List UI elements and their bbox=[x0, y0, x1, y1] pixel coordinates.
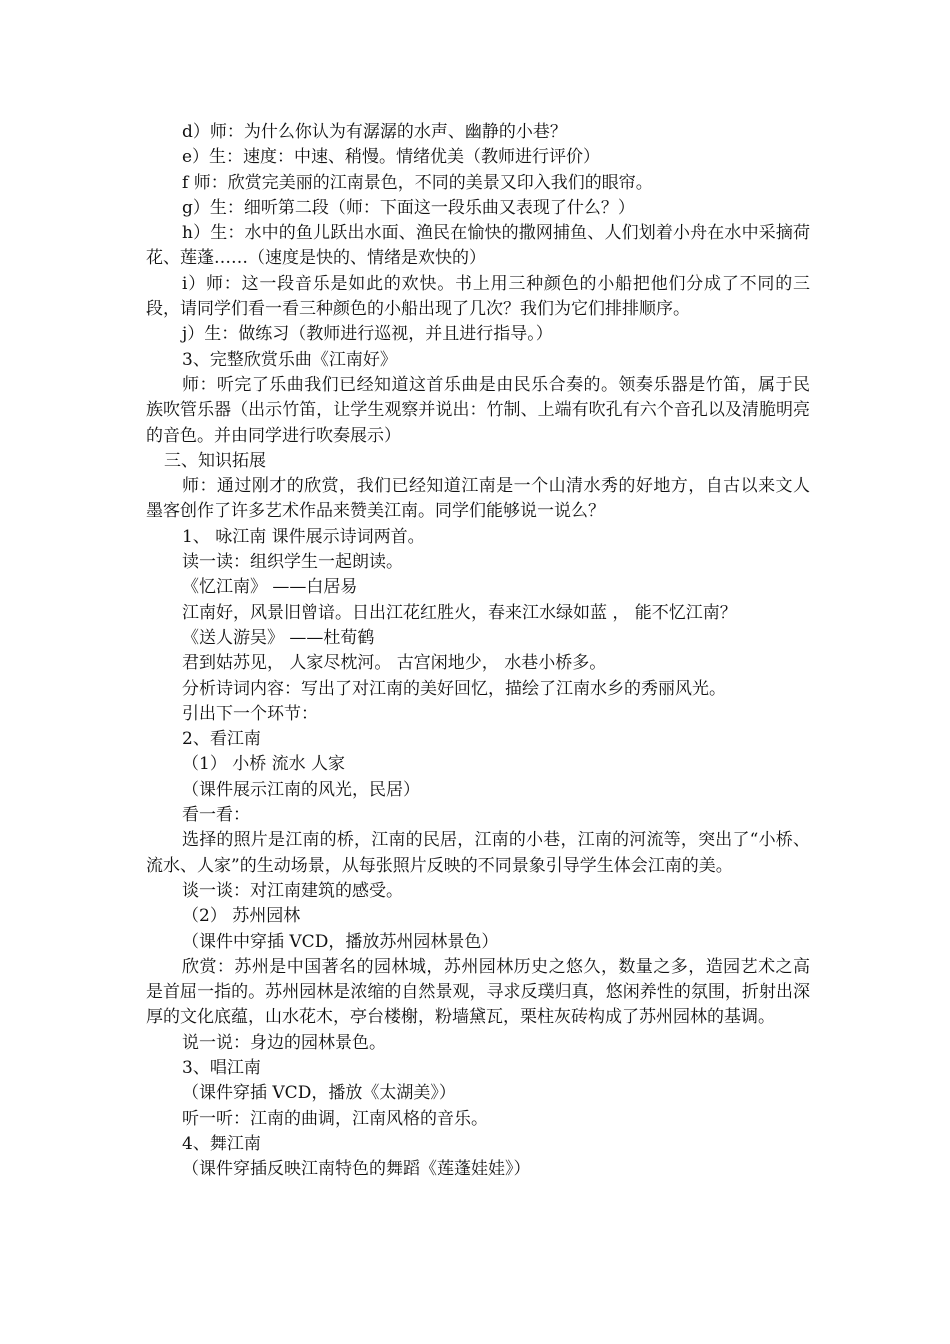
poem-title-1: 《忆江南》 ——白居易 bbox=[182, 577, 358, 598]
paragraph-next-step: 引出下一个环节： bbox=[182, 703, 318, 724]
poem-text-1: 江南好，风景旧曾谙。日出江花红胜火，春来江水绿如蓝 ， 能不忆江南？ bbox=[182, 602, 737, 623]
subheading-dance-jiangnan: 4、舞江南 bbox=[182, 1133, 261, 1154]
paragraph-i: i）师：这一段音乐是如此的欢快。书上用三种颜色的小船把他们分成了不同的三段，请同学们看一看三种颜色的小船出现了几次？我们为它们排排顺序。 bbox=[146, 273, 810, 320]
section-heading-knowledge: 三、知识拓展 bbox=[164, 450, 266, 471]
paragraph-read: 读一读：组织学生一起朗读。 bbox=[182, 552, 403, 573]
paragraph-j: j）生：做练习（教师进行巡视，并且进行指导。） bbox=[182, 324, 553, 345]
document-body bbox=[146, 120, 810, 1182]
paragraph-vcd-gardens: （课件中穿插 VCD，播放苏州园林景色） bbox=[182, 931, 499, 952]
paragraph-look: 看一看： bbox=[182, 805, 250, 826]
paragraph-dance: （课件穿插反映江南特色的舞蹈《莲蓬娃娃》） bbox=[182, 1159, 531, 1180]
paragraph-h: h）生：水中的鱼儿跃出水面、渔民在愉快的撒网捕鱼、人们划着小舟在水中采摘荷花、莲蓬……（速度是快的、情绪是欢快的） bbox=[146, 223, 810, 269]
paragraph-vcd-taihu: （课件穿插 VCD，播放《太湖美》） bbox=[182, 1083, 456, 1104]
poem-title-2: 《送人游吴》 ——杜荀鹤 bbox=[182, 627, 375, 648]
paragraph-say: 说一说：身边的园林景色。 bbox=[182, 1032, 386, 1053]
paragraph-f: f 师：欣赏完美丽的江南景色，不同的美景又印入我们的眼帘。 bbox=[182, 172, 653, 193]
poem-text-2: 君到姑苏见， 人家尽枕河。 古宫闲地少， 水巷小桥多。 bbox=[182, 653, 607, 674]
subheading-bridge-water: （1） 小桥 流水 人家 bbox=[182, 754, 346, 775]
section-heading-3: 3、完整欣赏乐曲《江南好》 bbox=[182, 349, 397, 370]
paragraph-g: g）生：细听第二段（师：下面这一段乐曲又表现了什么？） bbox=[182, 197, 635, 218]
subheading-suzhou-gardens: （2） 苏州园林 bbox=[182, 906, 301, 927]
paragraph-courseware-scenery: （课件展示江南的风光，民居） bbox=[182, 779, 420, 800]
paragraph-e: e）生：速度：中速、稍慢。情绪优美（教师进行评价） bbox=[182, 147, 601, 168]
subheading-yong-jiangnan: 1、 咏江南 课件展示诗词两首。 bbox=[182, 526, 425, 547]
paragraph-d: d）师：为什么你认为有潺潺的水声、幽静的小巷？ bbox=[182, 122, 567, 142]
paragraph-appreciate-suzhou: 欣赏：苏州是中国著名的园林城，苏州园林历史之悠久，数量之多，造园艺术之高是首屈一指的。苏州园林是浓缩的自然景观，寻求反璞归真，悠闲养性的氛围，折射出深厚的文化底蕴，山水花木，亭台楼榭，粉墙黛瓦，栗柱灰砖构成了苏州园林的基调。 bbox=[146, 956, 810, 1028]
paragraph-talk: 谈一谈：对江南建筑的感受。 bbox=[182, 880, 403, 901]
paragraph-photos: 选择的照片是江南的桥，江南的民居，江南的小巷，江南的河流等，突出了“小桥、流水、人家”的生动场景，从每张照片反映的不同景象引导学生体会江南的美。 bbox=[146, 830, 810, 876]
paragraph-intro-jiangnan: 师：通过刚才的欣赏，我们已经知道江南是一个山清水秀的好地方，自古以来文人墨客创作了许多艺术作品来赞美江南。同学们能够说一说么？ bbox=[146, 476, 810, 522]
paragraph-listen: 听一听：江南的曲调，江南风格的音乐。 bbox=[182, 1108, 488, 1129]
subheading-kan-jiangnan: 2、看江南 bbox=[182, 729, 261, 750]
subheading-sing-jiangnan: 3、唱江南 bbox=[182, 1057, 261, 1078]
paragraph-analysis: 分析诗词内容：写出了对江南的美好回忆，描绘了江南水乡的秀丽风光。 bbox=[182, 678, 726, 699]
paragraph-bamboo-flute: 师：听完了乐曲我们已经知道这首乐曲是由民乐合奏的。领奏乐器是竹笛，属于民族吹管乐器（出示竹笛，让学生观察并说出：竹制、上端有吹孔有六个音孔以及清脆明亮的音色。并由同学进行吹奏展示） bbox=[146, 374, 810, 446]
